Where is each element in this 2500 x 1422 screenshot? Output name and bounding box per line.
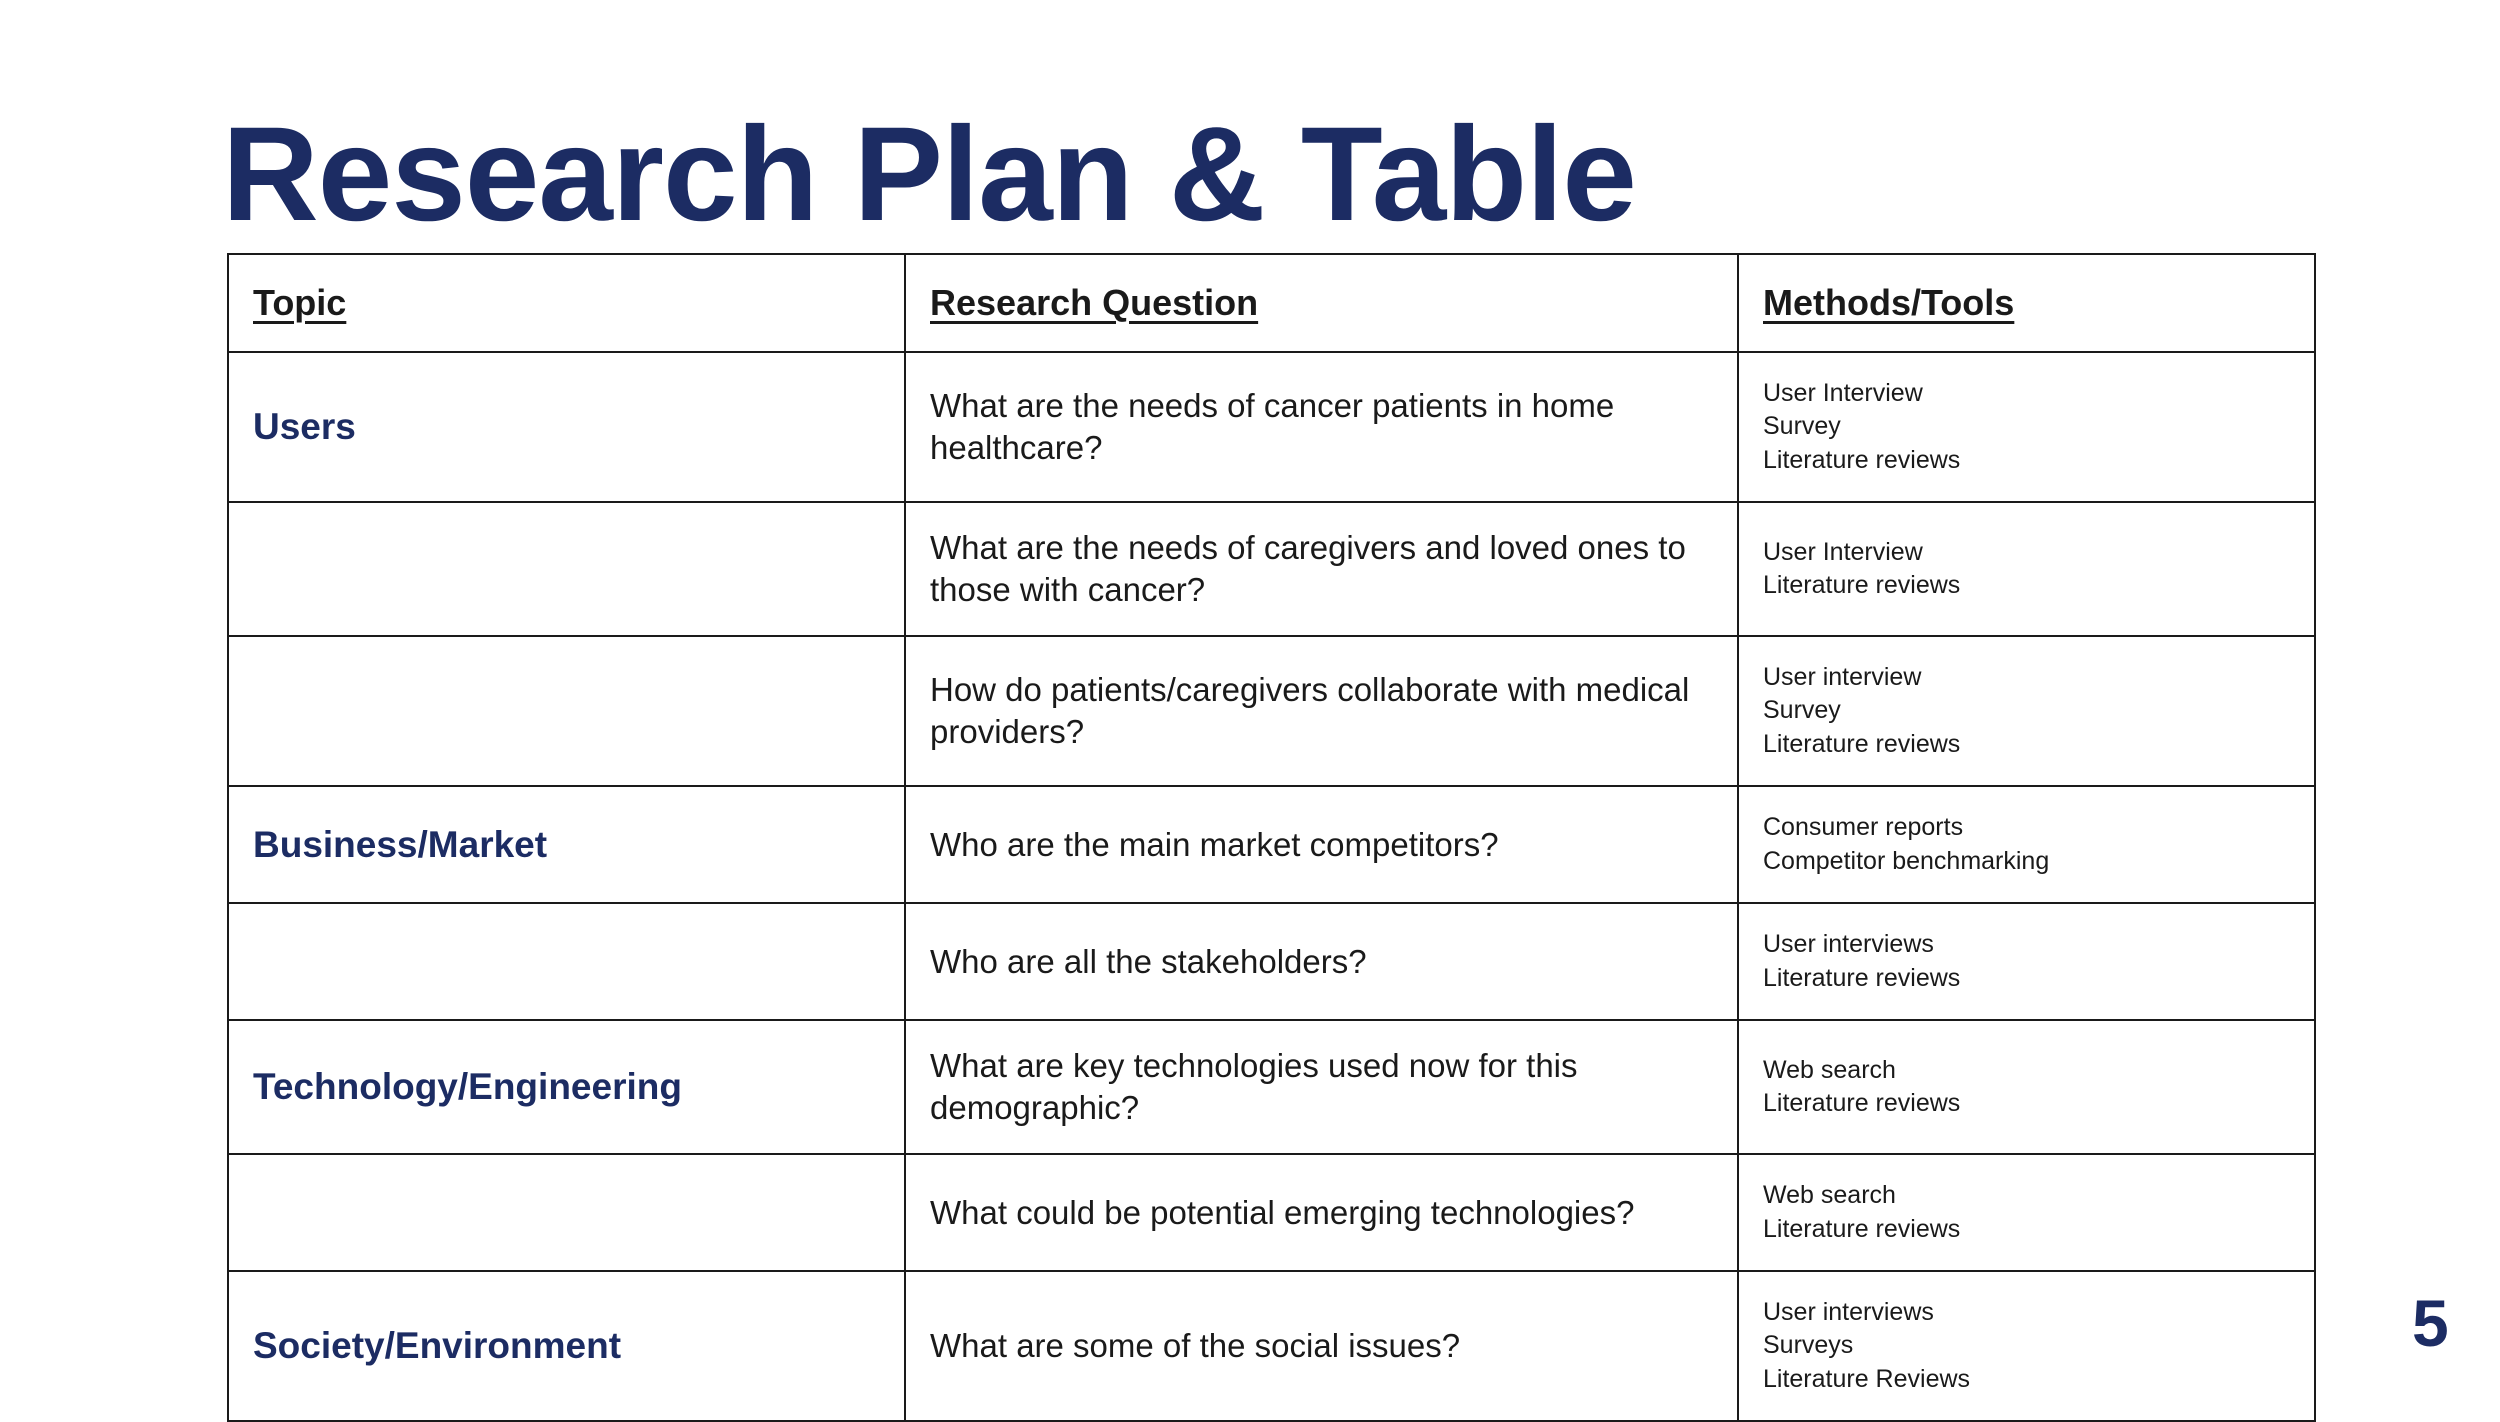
methods-cell [1738, 1271, 2315, 1421]
question-cell: Who are all the stakeholders? [905, 903, 1738, 1020]
table-row [228, 636, 2315, 786]
method-item: User interview [1763, 662, 1922, 691]
topic-cell: Technology/Engineering [228, 1020, 905, 1154]
question-cell: What could be potential emerging technologies? [905, 1154, 1738, 1271]
page-number: 5 [2412, 1286, 2449, 1360]
research-table [227, 253, 2316, 1422]
method-item: Literature reviews [1763, 963, 1961, 992]
table-row [228, 903, 2315, 1020]
method-item: Web search [1763, 1055, 1896, 1084]
header-topic: Topic [228, 254, 905, 352]
question-cell: What are the needs of caregivers and loved ones to those with cancer? [905, 502, 1738, 636]
topic-cell [228, 636, 905, 786]
methods-cell [1738, 786, 2315, 903]
methods-cell [1738, 636, 2315, 786]
method-item: Literature reviews [1763, 1089, 1961, 1117]
topic-cell: Business/Market [228, 786, 905, 903]
method-item: User interviews [1763, 930, 1934, 958]
method-item: Competitor benchmarking [1763, 846, 2050, 875]
method-item: User Interview [1763, 537, 1923, 566]
question-cell: What are some of the social issues? [905, 1271, 1738, 1421]
method-item: Literature reviews [1763, 445, 1961, 474]
table-row [228, 786, 2315, 903]
header-methods-tools: Methods/Tools [1738, 254, 2315, 352]
methods-cell [1738, 1020, 2315, 1154]
topic-cell [228, 502, 905, 636]
methods-cell [1738, 502, 2315, 636]
method-item: Surveys [1763, 1331, 1854, 1360]
header-research-question: Research Question [905, 254, 1738, 352]
method-item: Literature Reviews [1763, 1364, 1971, 1393]
slide-title: Research Plan & Table [222, 100, 1636, 249]
method-item: Web search [1763, 1181, 1896, 1209]
method-item: User interviews [1763, 1297, 1934, 1326]
table-row [228, 502, 2315, 636]
method-item: Literature reviews [1763, 729, 1961, 758]
topic-cell: Users [228, 352, 905, 502]
topic-cell [228, 1154, 905, 1271]
question-cell: What are key technologies used now for this demographic? [905, 1020, 1738, 1154]
method-item: Literature reviews [1763, 571, 1961, 599]
method-item: Literature reviews [1763, 1214, 1961, 1243]
methods-cell [1738, 903, 2315, 1020]
table-row [228, 1020, 2315, 1154]
table-row [228, 1271, 2315, 1421]
method-item: Survey [1763, 696, 1841, 725]
question-cell: What are the needs of cancer patients in home healthcare? [905, 352, 1738, 502]
methods-cell [1738, 1154, 2315, 1271]
question-cell: Who are the main market competitors? [905, 786, 1738, 903]
table-row [228, 352, 2315, 502]
topic-cell: Society/Environment [228, 1271, 905, 1421]
method-item: Survey [1763, 412, 1841, 441]
table-row [228, 1154, 2315, 1271]
question-cell: How do patients/caregivers collaborate with medical providers? [905, 636, 1738, 786]
topic-cell [228, 903, 905, 1020]
table-header-row [228, 254, 2315, 352]
method-item: Consumer reports [1763, 813, 1964, 841]
methods-cell [1738, 352, 2315, 502]
method-item: User Interview [1763, 378, 1923, 407]
